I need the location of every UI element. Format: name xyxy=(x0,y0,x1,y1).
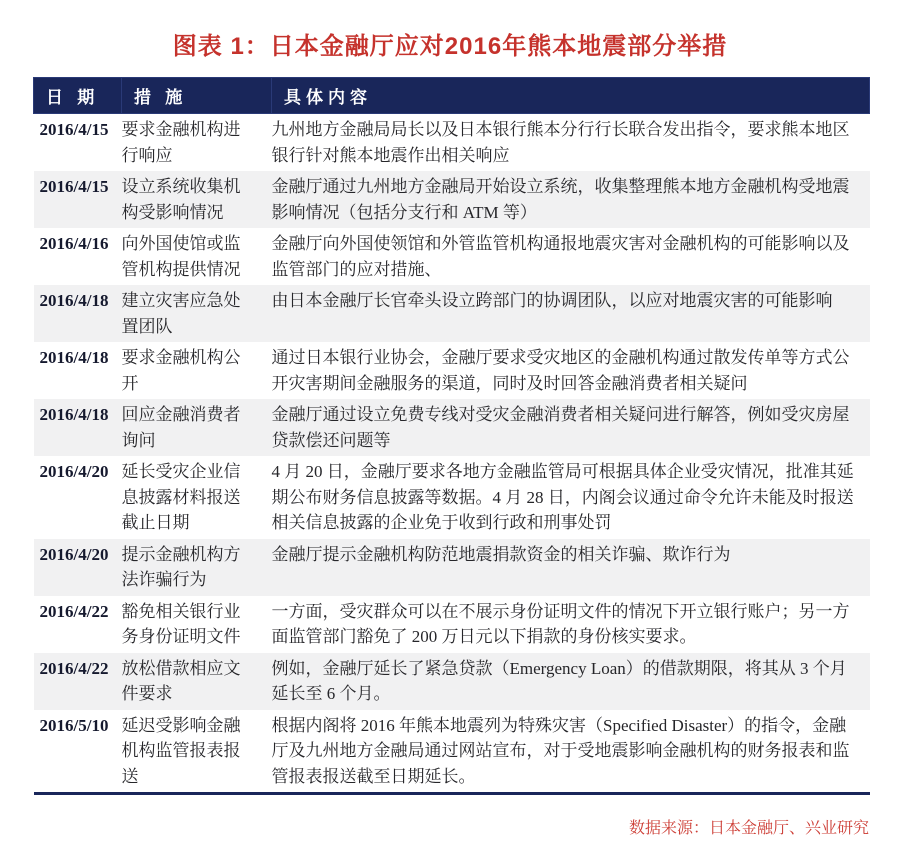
table-header xyxy=(34,78,870,114)
cell-date: 2016/5/10 xyxy=(39,715,109,735)
table-row xyxy=(34,596,870,653)
table-row xyxy=(34,342,870,399)
table-row xyxy=(34,285,870,342)
cell-detail: 金融厅通过设立免费专线对受灾金融消费者相关疑问进行解答，例如受灾房屋贷款偿还问题等 xyxy=(271,405,850,450)
cell-measure: 延迟受影响金融机构监管报表报送 xyxy=(121,715,241,786)
cell-measure: 设立系统收集机构受影响情况 xyxy=(121,177,241,222)
cell-date: 2016/4/18 xyxy=(39,291,109,310)
cell-detail: 金融厅提示金融机构防范地震捐款资金的相关诈骗、欺诈行为 xyxy=(271,544,731,564)
cell-measure: 建立灾害应急处置团队 xyxy=(121,291,241,336)
cell-detail: 通过日本银行业协会，金融厅要求受灾地区的金融机构通过散发传单等方式公开灾害期间金融服务的渠道，同时及时回答金融消费者相关疑问 xyxy=(271,348,850,393)
cell-detail: 金融厅向外国使领馆和外管监管机构通报地震灾害对金融机构的可能影响以及监管部门的应对措施、 xyxy=(271,234,850,279)
table-row xyxy=(34,653,870,710)
header-row xyxy=(34,78,870,114)
cell-measure: 提示金融机构方法诈骗行为 xyxy=(121,544,241,589)
data-source-note: 数据来源：日本金融厅、兴业研究 xyxy=(628,820,869,837)
cell-detail: 金融厅通过九州地方金融局开始设立系统，收集整理熊本地方金融机构受地震影响情况（包括分支行和 ATM 等） xyxy=(271,177,850,222)
figure-title: 图表 1：日本金融厅应对2016年熊本地震部分举措 xyxy=(172,33,728,60)
report-figure-page xyxy=(0,26,900,847)
column-header-date: 日 期 xyxy=(34,78,122,114)
cell-detail: 根据内阁将 2016 年熊本地震列为特殊灾害（Specified Disaster）的指令，金融厅及九州地方金融局通过网站宣布，对于受地震影响金融机构的财务报表和监管报表报送截至日期延长。 xyxy=(271,715,850,786)
cell-date: 2016/4/22 xyxy=(39,658,109,678)
cell-measure: 向外国使馆或监管机构提供情况 xyxy=(121,234,241,279)
column-header-detail: 具体内容 xyxy=(272,78,870,114)
cell-date: 2016/4/20 xyxy=(39,462,109,481)
cell-date: 2016/4/18 xyxy=(39,405,109,424)
cell-date: 2016/4/16 xyxy=(39,234,109,253)
cell-date: 2016/4/18 xyxy=(39,348,109,367)
table-body xyxy=(34,114,870,794)
cell-date: 2016/4/22 xyxy=(39,601,109,621)
table-row xyxy=(34,710,870,794)
cell-measure: 延长受灾企业信息披露材料报送截止日期 xyxy=(121,462,241,532)
cell-detail: 4 月 20 日，金融厅要求各地方金融监管局可根据具体企业受灾情况，批准其延期公布财务信息披露等数据。4 月 28 日，内阁会议通过命令允许未能及时报送相关信息披露的企业免于收到行政和刑事处罚 xyxy=(271,462,854,532)
cell-date: 2016/4/15 xyxy=(39,177,109,196)
cell-date: 2016/4/15 xyxy=(39,120,109,139)
table-row xyxy=(34,228,870,285)
table-row xyxy=(34,114,870,172)
cell-measure: 豁免相关银行业务身份证明文件 xyxy=(121,601,241,646)
table-row xyxy=(34,456,870,539)
table-row xyxy=(34,171,870,228)
column-header-measure: 措 施 xyxy=(122,78,272,114)
cell-measure: 要求金融机构公开 xyxy=(121,348,241,393)
cell-detail: 一方面，受灾群众可以在不展示身份证明文件的情况下开立银行账户；另一方面监管部门豁免了 200 万日元以下捐款的身份核实要求。 xyxy=(271,601,850,646)
cell-date: 2016/4/20 xyxy=(39,544,109,564)
cell-detail: 九州地方金融局局长以及日本银行熊本分行行长联合发出指令，要求熊本地区银行针对熊本地震作出相关响应 xyxy=(271,120,850,165)
table-row xyxy=(34,539,870,596)
cell-detail: 由日本金融厅长官牵头设立跨部门的协调团队，以应对地震灾害的可能影响 xyxy=(271,291,833,310)
measures-table xyxy=(33,77,870,795)
table-row xyxy=(34,399,870,456)
cell-measure: 要求金融机构进行响应 xyxy=(121,120,241,165)
cell-measure: 放松借款相应文件要求 xyxy=(121,658,241,703)
cell-detail: 例如，金融厅延长了紧急贷款（Emergency Loan）的借款期限，将其从 3 个月延长至 6 个月。 xyxy=(271,658,847,703)
cell-measure: 回应金融消费者询问 xyxy=(121,405,241,450)
